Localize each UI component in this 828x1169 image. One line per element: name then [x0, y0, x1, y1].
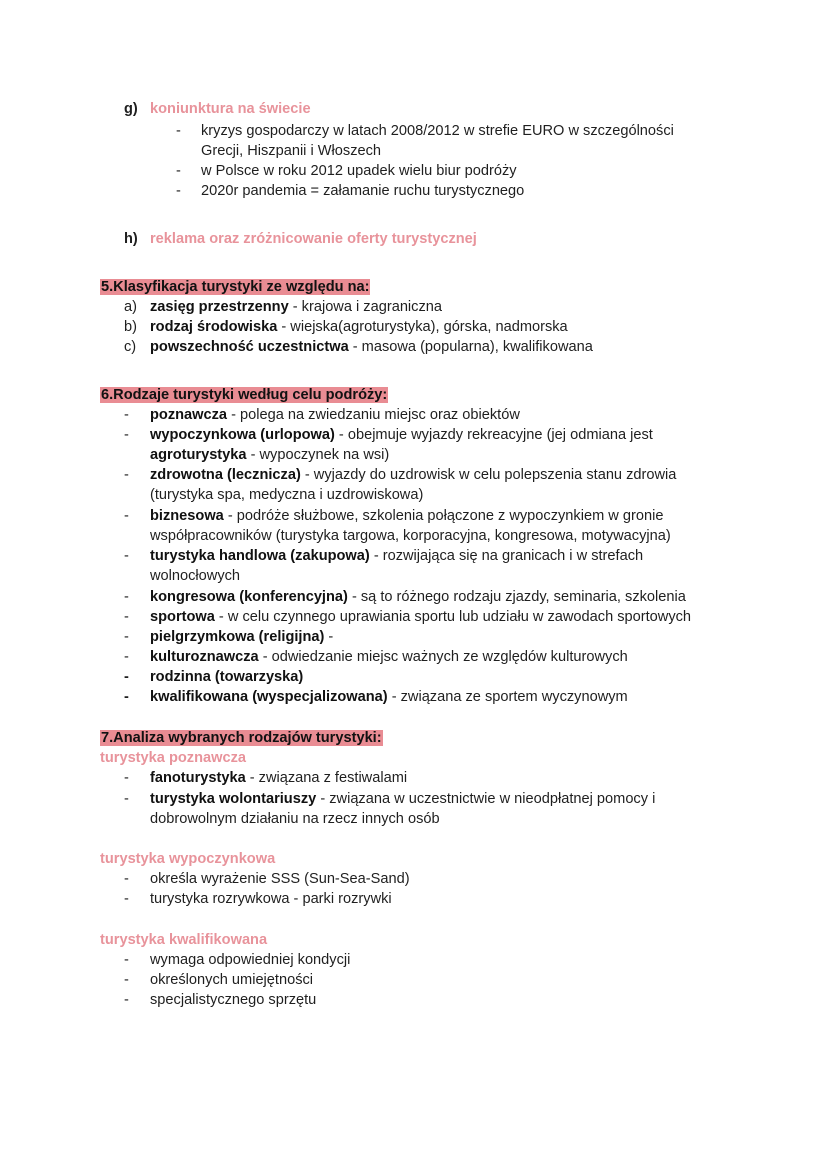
- section-6-item-sportowa: sportowa - w celu czynnego uprawiania sportu lub udziału w zawodach sportowych: [150, 609, 692, 625]
- section-6-item-handlowa-line-2: wolnocłowych: [150, 568, 241, 584]
- dash: -: [176, 183, 181, 199]
- group-title-wypoczynkowa: turystyka wypoczynkowa: [100, 851, 276, 867]
- dash: -: [124, 669, 129, 685]
- dash: -: [176, 163, 181, 179]
- section-6-item-biznesowa: biznesowa - podróże służbowe, szkolenia połączone z wypoczynkiem w gronie: [150, 508, 664, 524]
- dash: -: [124, 689, 129, 705]
- section-6-item-zdrowotna-line-2: (turystyka spa, medyczna i uzdrowiskowa): [150, 487, 424, 503]
- group-kwalifikowana-item-1: wymaga odpowiedniej kondycji: [150, 952, 351, 968]
- section-6-item-poznawcza: poznawcza - polega na zwiedzaniu miejsc oraz obiektów: [150, 407, 520, 423]
- group-title-kwalifikowana: turystyka kwalifikowana: [100, 932, 268, 948]
- dash: -: [124, 791, 129, 807]
- section-g-item-1-line-1: kryzys gospodarczy w latach 2008/2012 w strefie EURO w szczególności: [201, 123, 674, 139]
- group-poznawcza-item-2-line-2: dobrowolnym działaniu na rzecz innych osób: [150, 811, 440, 827]
- section-6-item-biznesowa-line-2: współpracowników (turystyka targowa, korporacyjna, kongresowa, motywacyjna): [150, 528, 671, 544]
- dash: -: [124, 467, 129, 483]
- group-wypoczynkowa-item-1: określa wyrażenie SSS (Sun-Sea-Sand): [150, 871, 410, 887]
- dash: -: [124, 407, 129, 423]
- section-h-title: reklama oraz zróżnicowanie oferty turystycznej: [150, 231, 477, 247]
- section-6-item-wypoczynkowa-line-2: agroturystyka - wypoczynek na wsi): [150, 447, 390, 463]
- section-g-item-2: w Polsce w roku 2012 upadek wielu biur podróży: [201, 163, 517, 179]
- dash: -: [124, 992, 129, 1008]
- section-5-item-a: zasięg przestrzenny - krajowa i zagraniczna: [150, 299, 443, 315]
- dash: -: [124, 952, 129, 968]
- dash: -: [124, 770, 129, 786]
- section-g-title: koniunktura na świecie: [150, 101, 311, 117]
- section-h-label: h): [124, 231, 138, 247]
- dash: -: [124, 649, 129, 665]
- list-marker: c): [124, 339, 137, 355]
- section-6-item-kongresowa: kongresowa (konferencyjna) - są to różnego rodzaju zjazdy, seminaria, szkolenia: [150, 589, 686, 605]
- section-5-item-b: rodzaj środowiska - wiejska(agroturystyka), górska, nadmorska: [150, 319, 568, 335]
- group-kwalifikowana-item-3: specjalistycznego sprzętu: [150, 992, 317, 1008]
- section-6-item-wypoczynkowa: wypoczynkowa (urlopowa) - obejmuje wyjazdy rekreacyjne (jej odmiana jest: [150, 427, 653, 443]
- dash: -: [124, 629, 129, 645]
- section-6-item-kulturoznawcza: kulturoznawcza - odwiedzanie miejsc ważnych ze względów kulturowych: [150, 649, 628, 665]
- section-6-item-pielgrzymkowa: pielgrzymkowa (religijna) -: [150, 629, 334, 645]
- dash: -: [176, 123, 181, 139]
- section-g-item-3: 2020r pandemia = załamanie ruchu turystycznego: [201, 183, 525, 199]
- dash: -: [124, 871, 129, 887]
- section-5-heading: 5.Klasyfikacja turystyki ze względu na:: [101, 279, 370, 295]
- section-5-item-c: powszechność uczestnictwa - masowa (popularna), kwalifikowana: [150, 339, 593, 355]
- dash: -: [124, 427, 129, 443]
- group-title-poznawcza: turystyka poznawcza: [100, 750, 246, 766]
- group-poznawcza-item-2: turystyka wolontariuszy - związana w uczestnictwie w nieodpłatnej pomocy i: [150, 791, 656, 807]
- section-6-heading: 6.Rodzaje turystyki według celu podróży:: [101, 387, 388, 403]
- group-wypoczynkowa-item-2: turystyka rozrywkowa - parki rozrywki: [150, 891, 392, 907]
- list-marker: b): [124, 319, 137, 335]
- group-poznawcza-item-1: fanoturystyka - związana z festiwalami: [150, 770, 408, 786]
- section-6-item-zdrowotna: zdrowotna (lecznicza) - wyjazdy do uzdrowisk w celu polepszenia stanu zdrowia: [150, 467, 677, 483]
- group-kwalifikowana-item-2: określonych umiejętności: [150, 972, 314, 988]
- list-marker: a): [124, 299, 137, 315]
- dash: -: [124, 891, 129, 907]
- section-g-label: g): [124, 101, 138, 117]
- section-6-item-kwalifikowana: kwalifikowana (wyspecjalizowana) - związana ze sportem wyczynowym: [150, 689, 628, 705]
- dash: -: [124, 548, 129, 564]
- section-6-item-handlowa: turystyka handlowa (zakupowa) - rozwijająca się na granicach i w strefach: [150, 548, 644, 564]
- section-6-item-rodzinna: rodzinna (towarzyska): [150, 669, 304, 685]
- dash: -: [124, 589, 129, 605]
- dash: -: [124, 972, 129, 988]
- section-g-item-1-line-2: Grecji, Hiszpanii i Włoszech: [201, 143, 382, 159]
- dash: -: [124, 508, 129, 524]
- dash: -: [124, 609, 129, 625]
- section-7-heading: 7.Analiza wybranych rodzajów turystyki:: [101, 730, 382, 746]
